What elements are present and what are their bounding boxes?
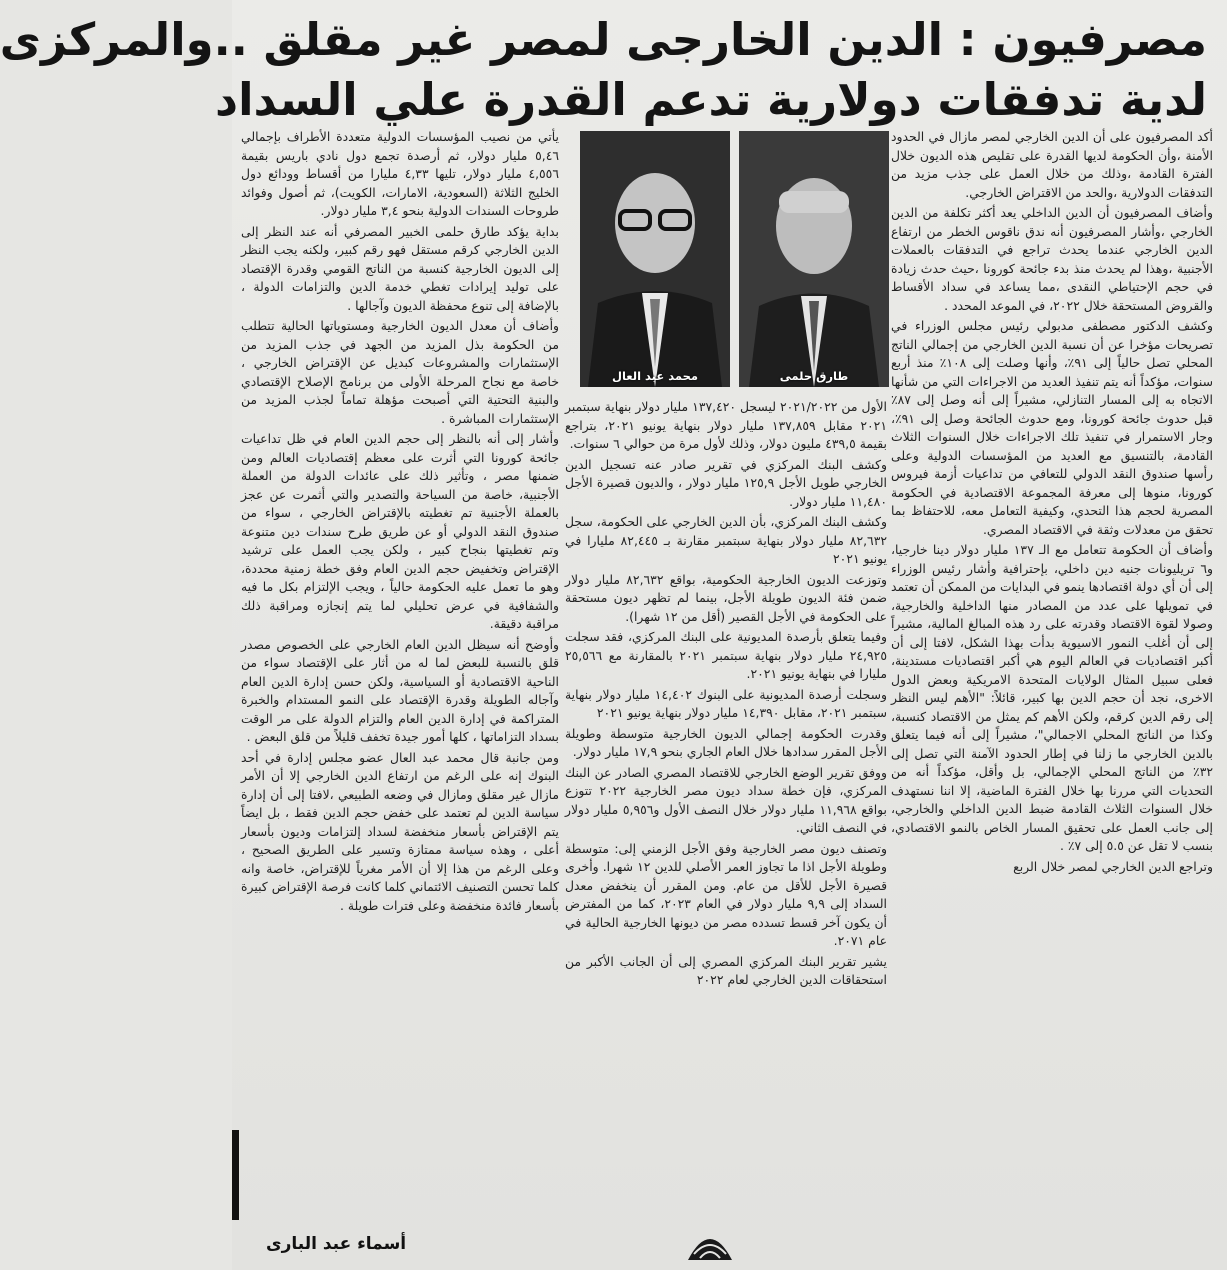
- paragraph: وكشف البنك المركزي في تقرير صادر عنه تسجيل الدين الخارجي طويل الأجل ١٢٥,٩ مليار دولار ، والديون قصيرة الأجل ١١,٤٨٠ مليار دولار.: [565, 456, 887, 509]
- paragraph: وتراجع الدين الخارجي لمصر خلال الربع: [1013, 858, 1213, 874]
- article-column-left: [241, 128, 559, 1208]
- paragraph: وكشف الدكتور مصطفى مدبولي رئيس مجلس الوزراء في تصريحات مؤخرا عن أن نسبة الدين الخارجي من إجمالي الناتج المحلي تصل حالياً إلى ٩١٪، وأنها وصلت إلى ١٠٨٪ منذ أربع سنوات، مؤكداً أنه يتم تنفيذ العديد من الاجراءات التي من شأنها الاتجاه به إلى المسار التنازلي، مشيراً إلى أنه وصل إلى ٨٧٪ قبل حدوث جائحة كورونا، ومع حدوث الجائحة وصل إلى ٩١٪، وجار الاستمرار في تنفيذ تلك الاجراءات خلال السنوات الثلاث القادمة، بالتنسيق مع العديد من المؤسسات الدولية وعلى رأسها صندوق النقد الدولي للتعافي من تداعيات أزمة فيروس كورونا، منوها إلى معرفة المجموعة الاقتصادية في الحكومة المصرية لحجم هذا التحدي، وكيفية التعامل معه، للاحتفاظ بما تحقق من معدلات وثقة في الاقتصاد المصري.: [891, 318, 1213, 537]
- paragraph: أكد المصرفيون على أن الدين الخارجي لمصر مازال في الحدود الأمنة ،وأن الحكومة لديها القدرة على تقليص هذه الديون خلال الفترة القادمة ،وذلك من خلال العمل على جذب مزيد من التدفقات الدولارية ،والحد من الاقتراض الخارجي.: [891, 129, 1213, 200]
- photo-caption: محمد عبد العال: [611, 369, 698, 383]
- paragraph: وكشف البنك المركزي، بأن الدين الخارجي على الحكومة، سجل ٨٢,٦٣٢ مليار دولار بنهاية سبتمبر مقارنة بـ ٨٢,٤٤٥ مليارا في يونيو ٢٠٢١: [565, 514, 888, 566]
- paragraph: ووفق تقرير الوضع الخارجي للاقتصاد المصري الصادر عن البنك المركزي، فإن خطة سداد ديون مصر الخارجية ٢٠٢٢ تتوزع بواقع ١١,٩٦٨ مليار دولار خلال النصف الأول و٥,٩٥٦ مليار دولار في النصف الثاني.: [565, 764, 888, 835]
- paragraph: بداية يؤكد طارق حلمى الخبير المصرفي أنه عند النظر إلى الدين الخارجي كرقم مستقل فهو رقم كبير، ولكنه يجب النظر إلى الديون الخارجية كنسبة من الناتج القومي وقدرة الإقتصاد على توليد إيرادات تغطي خدمة الدين والتزامات الدولة ، بالإضافة إلى تنوع محفظة الديون وآجالها .: [241, 223, 559, 313]
- headline-line-2: لدية تدفقات دولارية تدعم القدرة علي السداد: [215, 73, 1207, 126]
- paragraph: الأول من ٢٠٢١/٢٠٢٢ ليسجل ١٣٧,٤٢٠ مليار دولار بنهاية سبتمبر ٢٠٢١ مقابل ١٣٧,٨٥٩ مليار دولار بنهاية يونيو ٢٠٢١، بتراجع بقيمة ٤٣٩,٥ مليون دولار، وذلك لأول مرة من حوالي ٦ سنوات.: [565, 399, 887, 451]
- byline: [246, 1224, 766, 1262]
- article-column-right: [891, 128, 1213, 1208]
- paragraph: وأشار إلى أنه بالنظر إلى حجم الدين العام في ظل تداعيات جائحة كورونا التي أثرت على معظم إقتصاديات العالم ومن ضمنها مصر ، وتأثير ذلك على عائدات الدولة من العملة الأجنبية، خاصة من السياحة والتصدير والتي أثمرت عن عجز بالعملة الأجنبية تم تغطيته بالإقتراض الخارجي ، سواء من صندوق النقد الدولي أو عن طريق طرح سندات دين متنوعة وتم تغطيتها بنجاح كبير ، ولكن يجب العمل على ترشيد الإقتراض وتخفيض حجم الدين العام وفق خطة زمنية محددة، وهو ما تعمل عليه الحكومة حالياً ، ويجب الإلتزام بكل ما فيه والشفافية في عرض تحليلي لما يتم إنجازه ومراقبة ذلك مراقبة دقيقة.: [241, 431, 559, 631]
- paragraph: وفيما يتعلق بأرصدة المديونية على البنك المركزي، فقد سجلت ٢٤,٩٢٥ مليار دولار بنهاية سبتمبر ٢٠٢١ بالمقارنة مع ٢٥,٥٦٦ مليارا في بنهاية يونيو ٢٠٢١.: [565, 629, 887, 681]
- photo-tarek-helmy: [739, 131, 889, 387]
- paragraph: وأضاف أن الحكومة تتعامل مع الـ ١٣٧ مليار دولار دينا خارجيا، و٦ تريليونات جنيه دين داخلي، بإحترافية وأشار رئيس الوزراء إلى أن أي دولة اقتصادها ينمو في البدايات من الممكن أن تعتمد في تمويلها على عدد من المصادر منها الداخلية والخارجية، وصولا لقوة الاقتصاد وقدرته على رد هذه المبالغ المالية، مشيراً إلى أن أغلب النمور الاسيوية بدأت بهذا الشكل، لافتا إلى أن أكبر اقتصاديات في العالم اليوم هي أكبر اقتصاديات مستدينة، فعلى سبيل المثال الولايات المتحدة الامريكية وبعض الدول الاخرى، نجد أن حجم الدين بها كبير، قائلاً: "الأهم ليس النظر إلى رقم الدين كرقم، ولكن الأهم كم يمثل من الاقتصاد كنسبة، وكذا من الناتج المحلي الاجمالي"، مشيراً إلى أنه فيما يتعلق بالدين الخارجي ما زلنا في إطار الحدود الآمنة التي تصل إلى ٣٢٪ من الناتج المحلي الإجمالي، بل وأقل، مؤكداً أنه من التحديات التي مررنا بها خلال الفترة الماضية، إلا اننا نستهدف خلال السنوات الثلاث القادمة ضبط الدين الداخلي والخارجي، إلى جانب العمل على تحقيق المسار الخاص بالنمو الاقتصادي، بنسب لا تقل عن ٥.٥ إلى ٧٪ .: [891, 542, 1213, 853]
- author-name: أسماء عبد البارى: [266, 1234, 407, 1254]
- paragraph: وأضاف المصرفيون أن الدين الداخلي يعد أكثر تكلفة من الدين الخارجي ،وأشار المصرفيون أنه ندق ناقوس الخطر من ارتفاع الدين الخارجي عندما يحدث تراجع في التدفقات بالعملات الأجنبية ،وهذا لم يحدث منذ بدء جائحة كورونا ،حيث حدث زيادة في حجم الإحتياطي النقدى ،مما يساعد في سداد الأقساط والقروض المستحقة خلال ٢٠٢٢، في الموعد المحدد .: [891, 205, 1213, 313]
- paragraph: وأوضح أنه سيظل الدين العام الخارجي على الخصوص مصدر قلق بالنسبة للبعض لما له من أثار على الإقتصاد سواء من الناحية الاقتصادية أو السياسية، ولكن حسن إدارة الدين العام وآجاله الطويلة وقدرة الإقتصاد على النمو المستدام والخبرة المتراكمة في إدارة الدين العام والتزام الدولة على مر الوقت بسداد التزاماتها ، كلها أمور جيدة تخفف قليلاً من قلق البعض .: [241, 636, 559, 744]
- paragraph: وتصنف ديون مصر الخارجية وفق الأجل الزمني إلى: متوسطة وطويلة الأجل اذا ما تجاوز العمر الأصلي للدين ١٢ شهرا. وأخرى قصيرة الأجل للأقل من عام. ومن المقرر أن ينخفض معدل السداد إلى ٩,٩ مليار دولار في العام ٢٠٢٣، كما من المفترض أن يكون آخر قسط تسدده مصر من ديونها الخارجية الحالية في عام ٢٠٧١.: [565, 840, 887, 948]
- portrait-illustration: [580, 131, 730, 387]
- paragraph: وتوزعت الديون الخارجية الحكومية، بواقع ٨٢,٦٣٢ مليار دولار ضمن فئة الديون طويلة الأجل، بينما لم تظهر ديون مستحقة على الحكومة في الأجل القصير (أقل من ١٢ شهرا).: [565, 571, 888, 624]
- paragraph: ومن جانبة قال محمد عبد العال عضو مجلس إدارة في أحد البنوك إنه على الرغم من ارتفاع الدين الخارجي إلا أن الأمر مازال غير مقلق ومازال في وضعه الطبيعي ،لافتا إلى أن إدارة سياسة الدين لم تعتمد على خفض حجم الدين فقط ، بل ايضاً يتم الإقتراض بأسعار منخفضة لسداد إلتزامات وديون بأسعار أعلى ، وهذه سياسة ممتازة وتسير على الطريق الصحيح ، وعلى الرغم من هذا إلا أن الأمر مغرياً للإقتراض، خاصة وانه كلما تحسن التصنيف الائتماني كلما كانت فرصة الإقتراض كبيرة بأسعار فائدة منخفضة وعلى فترات طويلة .: [241, 749, 559, 913]
- paragraph: يأتي من نصيب المؤسسات الدولية متعددة الأطراف بإجمالي ٥,٤٦ مليار دولار، ثم أرصدة تجمع دول نادي باريس بقيمة ٤,٥٥٦ مليار دولار، تليها ٤,٣٣ مليارا من أقساط وودائع دول الخليج الثلاثة (السعودية، الامارات، الكويت)، ثم أصول وفوائد طروحات السندات الدولية بنحو ٣,٤ مليار دولار.: [241, 129, 559, 218]
- paragraph: وأضاف أن معدل الديون الخارجية ومستوياتها الحالية تتطلب من الحكومة بذل المزيد من الجهد في جذب المزيد من الإستثمارات والمشروعات كبديل عن الإقتراض الخارجي ، خاصة مع نجاح المرحلة الأولى من برنامج الإصلاح الإقتصادي والبنية التحتية التي أصبحت مؤهلة تماماً لجذب المزيد من الإستثمارات المباشرة .: [241, 318, 559, 426]
- photo-caption: طارق حلمى: [779, 369, 849, 383]
- paragraph: وسجلت أرصدة المديونية على البنوك ١٤,٤٠٢ مليار دولار بنهاية سبتمبر ٢٠٢١، مقابل ١٤,٣٩٠ مليار دولار بنهاية يونيو ٢٠٢١: [565, 686, 888, 720]
- paragraph: يشير تقرير البنك المركزي المصري إلى أن الجانب الأكبر من استحقاقات الدين الخارجي لعام ٢٠٢٢: [565, 953, 887, 987]
- headline-line-1: مصرفيون : الدين الخارجى لمصر غير مقلق ..والمركزى: [0, 13, 1207, 66]
- newspaper-logo-icon: [684, 1224, 736, 1262]
- page-edge-marker: [232, 1130, 239, 1220]
- photo-mohamed-abdelaal: [580, 131, 730, 387]
- portrait-illustration: [739, 131, 889, 387]
- article-column-middle: [565, 398, 887, 1140]
- paragraph: وقدرت الحكومة إجمالي الديون الخارجية متوسطة وطويلة الأجل المقرر سدادها خلال العام الجاري بنحو ١٧,٩ مليار دولار.: [565, 725, 887, 759]
